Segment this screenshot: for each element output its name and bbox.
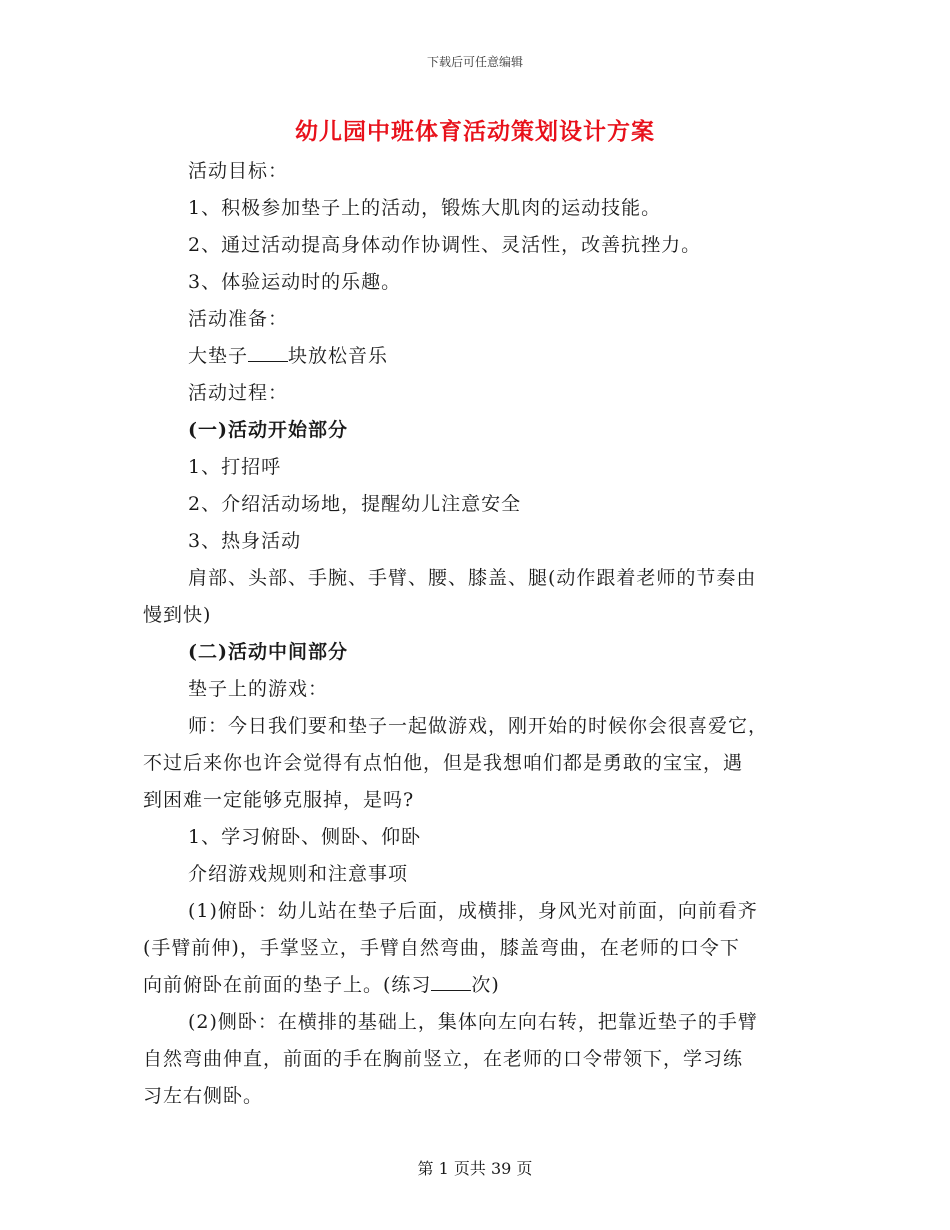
paragraph-line	[143, 967, 813, 1004]
goal-item-1: 1、积极参加垫子上的活动，锻炼大肌肉的运动技能。	[188, 197, 662, 219]
paragraph-line-part-2: 次)	[471, 974, 500, 996]
side-lying-paragraph	[143, 1004, 813, 1115]
prone-paragraph	[143, 893, 813, 1004]
goal-item-3: 3、体验运动时的乐趣。	[188, 271, 402, 293]
rules-heading: 介绍游戏规则和注意事项	[188, 863, 409, 885]
preparation-text-part-2: 块放松音乐	[288, 345, 389, 367]
section-heading-2: (二)活动中间部分	[188, 641, 348, 663]
paragraph-line: (2)侧卧：在横排的基础上，集体向左向右转，把靠近垫子的手臂	[188, 1011, 758, 1033]
paragraph-line: 慢到快)	[143, 604, 212, 626]
preparation-text	[143, 338, 813, 375]
paragraph-line: 到困难一定能够克服掉，是吗?	[143, 789, 415, 811]
paragraph-line-part-1: 向前俯卧在前面的垫子上。(练习	[143, 974, 432, 996]
goals-heading: 活动目标：	[188, 160, 289, 182]
preparation-text-part-1: 大垫子	[188, 345, 249, 367]
page-footer: 第 1 页共 39 页	[417, 1159, 533, 1178]
step-item-1: 1、打招呼	[188, 456, 282, 478]
document-body	[143, 153, 813, 1115]
process-heading: 活动过程：	[188, 382, 289, 404]
step-item-3: 3、热身活动	[188, 530, 302, 552]
preparation-heading: 活动准备：	[188, 308, 289, 330]
paragraph-line: 不过后来你也许会觉得有点怕他，但是我想咱们都是勇敢的宝宝，遇	[143, 752, 744, 774]
document-title: 幼儿园中班体育活动策划设计方案	[295, 118, 655, 145]
learning-item-1: 1、学习俯卧、侧卧、仰卧	[188, 826, 422, 848]
step-item-2: 2、介绍活动场地，提醒幼儿注意安全	[188, 493, 522, 515]
goal-item-2: 2、通过活动提高身体动作协调性、灵活性，改善抗挫力。	[188, 234, 702, 256]
paragraph-line: 肩部、头部、手腕、手臂、腰、膝盖、腿(动作跟着老师的节奏由	[188, 567, 757, 589]
game-heading: 垫子上的游戏：	[188, 678, 329, 700]
paragraph-line: 自然弯曲伸直，前面的手在胸前竖立，在老师的口令带领下，学习练	[143, 1048, 744, 1070]
paragraph-line: (手臂前伸)，手掌竖立，手臂自然弯曲，膝盖弯曲，在老师的口令下	[143, 937, 740, 959]
paragraph-line: (1)俯卧：幼儿站在垫子后面，成横排，身风光对前面，向前看齐	[188, 900, 758, 922]
header-note: 下载后可任意编辑	[426, 55, 523, 69]
paragraph-line: 师：今日我们要和垫子一起做游戏，刚开始的时候你会很喜爱它，	[188, 715, 769, 737]
fill-blank	[431, 974, 471, 991]
section-heading-1: (一)活动开始部分	[188, 419, 348, 441]
warmup-paragraph	[143, 560, 813, 634]
teacher-paragraph	[143, 708, 813, 819]
paragraph-line: 习左右侧卧。	[143, 1085, 264, 1107]
fill-blank	[248, 345, 288, 362]
